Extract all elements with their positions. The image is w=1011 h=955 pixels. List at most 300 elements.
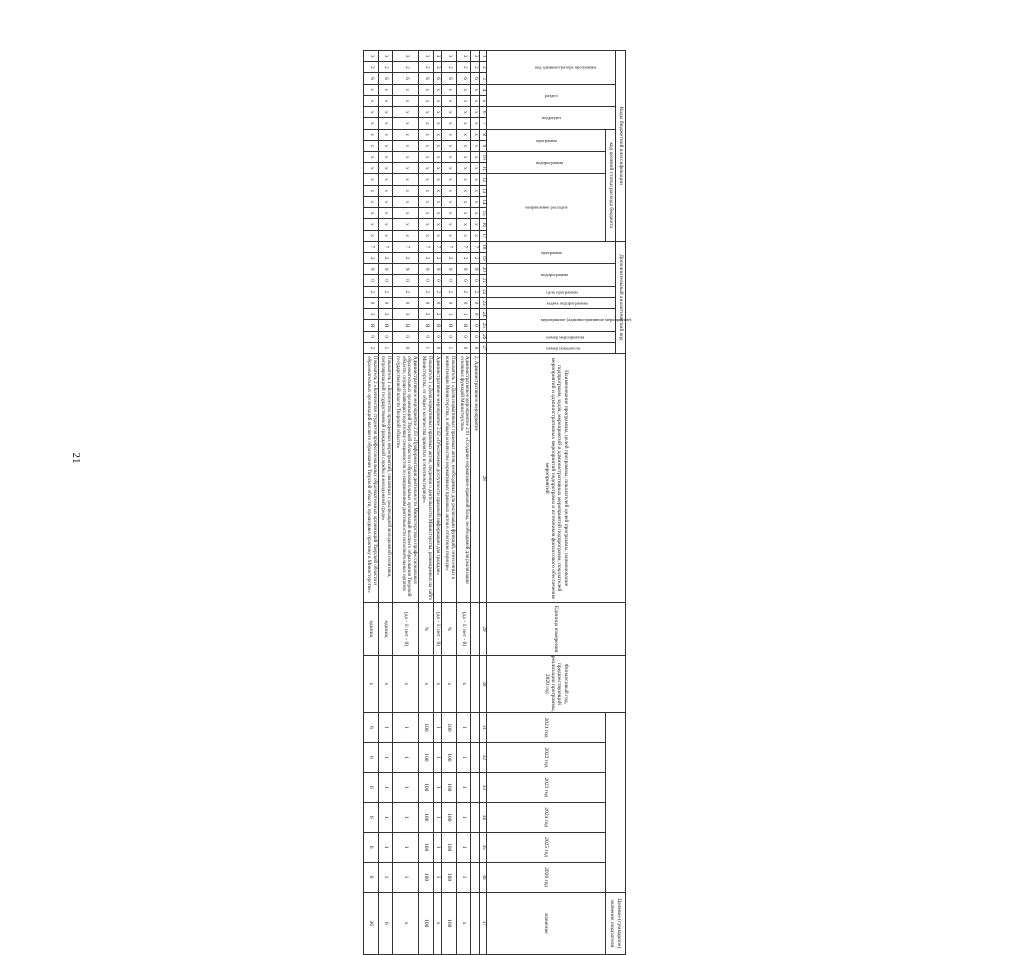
code-cell: х xyxy=(364,129,379,140)
table-row xyxy=(378,51,393,955)
col-number: 9 xyxy=(480,140,487,151)
code-cell: 7 xyxy=(457,241,472,252)
row-name: Показатель 1 «Доля нормативных правовых актов, необходимых для реализации функций, отнесенных к компетенции Министерства, в общем количестве нормативных правовых актов в отчетном периоде» xyxy=(442,353,457,602)
code-cell: 0 xyxy=(364,331,379,342)
code-cell: х xyxy=(457,84,472,95)
code-cell: х xyxy=(433,118,442,129)
value-v2025: 1 xyxy=(393,832,419,862)
code-cell: х xyxy=(419,208,434,219)
code-cell: 9 xyxy=(393,264,419,275)
code-cell: х xyxy=(433,185,442,196)
code-cell: Я xyxy=(364,320,379,331)
col-number: 15 xyxy=(480,208,487,219)
value-v2021: 1 xyxy=(433,713,442,743)
code-cell: 2 xyxy=(433,62,442,73)
code-cell: 0 xyxy=(457,331,472,342)
code-cell: 0 xyxy=(393,342,419,353)
col-number: 22 xyxy=(480,286,487,297)
value-v2025: 100 xyxy=(419,832,434,862)
code-cell: 9 xyxy=(364,264,379,275)
code-cell: х xyxy=(393,84,419,95)
value-v2025: 1 xyxy=(378,832,393,862)
code-cell: х xyxy=(378,208,393,219)
value-unit: % xyxy=(442,603,457,655)
code-cell: 1 xyxy=(419,342,434,353)
code-cell: х xyxy=(393,174,419,185)
value-unit: (да - 1/ нет - 0) xyxy=(457,603,472,655)
code-cell: х xyxy=(393,140,419,151)
code-cell: 7 xyxy=(364,241,379,252)
value-v2022: 1 xyxy=(378,742,393,772)
code-cell: х xyxy=(364,95,379,106)
col-number: 21 xyxy=(480,275,487,286)
code-cell: 0 xyxy=(471,309,480,320)
code-cell: х xyxy=(378,140,393,151)
code-cell: х xyxy=(442,107,457,118)
code-cell: х xyxy=(442,230,457,241)
code-cell: 2 xyxy=(433,286,442,297)
code-cell: х xyxy=(471,219,480,230)
code-cell: 0 xyxy=(433,275,442,286)
code-cell: х xyxy=(471,185,480,196)
table-frame xyxy=(106,50,1011,949)
code-cell: 0 xyxy=(393,275,419,286)
value-target: х xyxy=(433,892,442,954)
program-table xyxy=(363,50,631,955)
code-cell: х xyxy=(419,107,434,118)
col-number: 3 xyxy=(480,73,487,84)
code-cell: 0 xyxy=(457,297,472,308)
col-number: 18 xyxy=(480,241,487,252)
code-cell: 3 xyxy=(378,309,393,320)
table-row xyxy=(457,51,472,955)
code-cell: 2 xyxy=(471,252,480,263)
value-v2024: 1 xyxy=(457,802,472,832)
value-target: 6 xyxy=(378,892,393,954)
code-cell: 2 xyxy=(442,62,457,73)
code-cell: х xyxy=(442,208,457,219)
value-v2024 xyxy=(471,802,480,832)
value-v2023: 100 xyxy=(442,772,457,802)
code-cell: 2 xyxy=(364,342,379,353)
program-header: программа xyxy=(487,129,606,151)
code-cell: х xyxy=(433,163,442,174)
value-v2023: 100 xyxy=(419,772,434,802)
col-number: 26 xyxy=(480,331,487,342)
code-cell: 7 xyxy=(442,241,457,252)
value-v2025: 100 xyxy=(442,832,457,862)
code-cell: х xyxy=(393,219,419,230)
value-v2025: 6 xyxy=(364,832,379,862)
code-cell: 0 xyxy=(442,275,457,286)
code-cell: 2 xyxy=(419,252,434,263)
code-cell: 9 xyxy=(433,264,442,275)
years-group-header xyxy=(606,713,626,893)
code-cell: х xyxy=(442,196,457,207)
value-v2024: 6 xyxy=(364,802,379,832)
code-cell: 1 xyxy=(378,342,393,353)
value-v2026: 1 xyxy=(393,862,419,892)
code-cell: х xyxy=(393,107,419,118)
code-cell: х xyxy=(457,95,472,106)
value-base: х xyxy=(393,655,419,712)
code-cell: х xyxy=(393,185,419,196)
code-cell: х xyxy=(378,163,393,174)
code-cell: х xyxy=(364,208,379,219)
col-number: 1 xyxy=(480,51,487,62)
code-cell: 9 xyxy=(442,264,457,275)
code-cell: 9 xyxy=(457,264,472,275)
code-cell: х xyxy=(364,151,379,162)
code-cell: 3 xyxy=(457,51,472,62)
code-cell: х xyxy=(471,196,480,207)
code-cell: х xyxy=(457,219,472,230)
table-row xyxy=(364,51,379,955)
code-cell: 2 xyxy=(364,252,379,263)
code-cell: 2 xyxy=(442,286,457,297)
column-number-row xyxy=(480,51,487,955)
fin-year-header: Финансовый год, предшествующий реализации программы, 2020 год xyxy=(487,655,626,712)
col-number: 32 xyxy=(480,742,487,772)
value-v2026: 100 xyxy=(442,862,457,892)
admin-code-header: код администратора программы xyxy=(487,51,616,85)
value-base: х xyxy=(442,655,457,712)
code-cell: Я xyxy=(393,320,419,331)
value-v2024: 1 xyxy=(393,802,419,832)
code-cell: 2 xyxy=(433,309,442,320)
table-row xyxy=(433,51,442,955)
col-number: 36 xyxy=(480,862,487,892)
code-cell: х xyxy=(457,208,472,219)
value-target xyxy=(471,892,480,954)
code-cell: х xyxy=(433,151,442,162)
code-cell: х xyxy=(419,84,434,95)
code-cell: 7 xyxy=(419,241,434,252)
col-number: 14 xyxy=(480,196,487,207)
code-cell: 6 xyxy=(442,73,457,84)
code-cell: 2 xyxy=(419,62,434,73)
value-v2024: 100 xyxy=(419,802,434,832)
value-v2022: 6 xyxy=(364,742,379,772)
code-cell: х xyxy=(433,219,442,230)
code-cell: х xyxy=(471,151,480,162)
subsection-header: подраздел xyxy=(487,107,616,129)
row-name: Административное мероприятие 2.02 «Обеспечение доступности правовой информации для граждан» xyxy=(433,353,442,602)
code-cell: 3 xyxy=(378,51,393,62)
value-v2022: 100 xyxy=(419,742,434,772)
table-row xyxy=(471,51,480,955)
code-cell: х xyxy=(364,196,379,207)
code-cell: х xyxy=(433,95,442,106)
value-unit xyxy=(471,603,480,655)
value-v2022: 1 xyxy=(393,742,419,772)
task-subprogram-header: задача подпрограммы xyxy=(487,297,616,308)
code-cell: х xyxy=(433,208,442,219)
code-cell: х xyxy=(433,196,442,207)
col-number: 10 xyxy=(480,151,487,162)
code-cell: х xyxy=(419,140,434,151)
value-target: 100 xyxy=(442,892,457,954)
value-v2026 xyxy=(471,862,480,892)
code-cell: 2 xyxy=(433,252,442,263)
code-cell: 9 xyxy=(378,264,393,275)
code-cell: 6 xyxy=(457,73,472,84)
code-cell: 2 xyxy=(378,286,393,297)
year-header-2021: 2021 год xyxy=(487,713,606,743)
value-unit: единиц xyxy=(364,603,379,655)
code-cell: х xyxy=(364,174,379,185)
section-code-header: код целевой статьи расхода бюджета xyxy=(606,129,616,241)
program-sub-header: программа xyxy=(487,241,616,263)
value-base xyxy=(471,655,480,712)
code-cell: х xyxy=(378,95,393,106)
code-cell: х xyxy=(457,174,472,185)
value-target: х xyxy=(393,892,419,954)
col-number: 7 xyxy=(480,118,487,129)
code-cell: х xyxy=(442,174,457,185)
col-number: 33 xyxy=(480,772,487,802)
code-cell: х xyxy=(378,129,393,140)
code-cell: х xyxy=(471,118,480,129)
code-cell: х xyxy=(364,230,379,241)
code-cell: х xyxy=(378,185,393,196)
code-cell: 2 xyxy=(457,286,472,297)
code-cell: х xyxy=(433,129,442,140)
col-number: 37 xyxy=(480,892,487,954)
page-number: 21 xyxy=(70,452,82,464)
code-cell: х xyxy=(457,196,472,207)
col-number: 12 xyxy=(480,174,487,185)
code-cell: х xyxy=(442,163,457,174)
value-target: х xyxy=(457,892,472,954)
row-name: Административное мероприятие 2.01 «Создание нормативно-правовой базы, необходимой для реализации основных функций Министерства» xyxy=(457,353,472,602)
code-cell: 1 xyxy=(442,309,457,320)
code-cell: х xyxy=(457,107,472,118)
target-header: Целевое (суммарное) значение показателя xyxy=(606,892,626,954)
value-v2024: 1 xyxy=(378,802,393,832)
value-v2021: 1 xyxy=(378,713,393,743)
code-cell: 6 xyxy=(419,73,434,84)
additional-group-header: Дополнительный аналитический код xyxy=(616,241,626,353)
value-unit: единиц xyxy=(378,603,393,655)
code-cell: 7 xyxy=(393,241,419,252)
value-target: 36 xyxy=(364,892,379,954)
value-v2026: 1 xyxy=(378,862,393,892)
code-cell: х xyxy=(442,140,457,151)
code-cell: 6 xyxy=(393,73,419,84)
value-v2023: 1 xyxy=(393,772,419,802)
col-number: 5 xyxy=(480,95,487,106)
code-cell: х xyxy=(457,163,472,174)
code-cell: 6 xyxy=(433,73,442,84)
value-v2021 xyxy=(471,713,480,743)
code-cell: Я xyxy=(457,320,472,331)
code-cell: 2 xyxy=(419,286,434,297)
table-row xyxy=(419,51,434,955)
row-name: Показатель 1 «Количество проведенных мероприятий, связанных с реализацией молодежной политики, популяризацией государственной гражданской службы в молодежной среде» xyxy=(378,353,393,602)
value-v2022 xyxy=(471,742,480,772)
col-number: 29 xyxy=(480,603,487,655)
code-cell: 3 xyxy=(393,309,419,320)
code-cell: 0 xyxy=(433,297,442,308)
code-cell: х xyxy=(378,196,393,207)
code-cell: 3 xyxy=(419,51,434,62)
code-cell: 2 xyxy=(364,286,379,297)
code-cell: х xyxy=(442,129,457,140)
code-cell: х xyxy=(393,196,419,207)
code-cell: х xyxy=(471,129,480,140)
direction-header: направление расходов xyxy=(487,174,606,241)
indicator-num-header: номер показателя xyxy=(487,342,616,353)
code-cell: 2 xyxy=(457,252,472,263)
code-cell: х xyxy=(419,151,434,162)
section-header: раздел xyxy=(487,84,616,106)
code-cell: х xyxy=(471,208,480,219)
code-cell: х xyxy=(433,140,442,151)
year-header-2026: 2026 год xyxy=(487,862,606,892)
code-cell: 9 xyxy=(471,264,480,275)
year-header-2022: 2022 год xyxy=(487,742,606,772)
code-cell: 2 xyxy=(378,252,393,263)
name-header: Наименование программы, целей программы, показателей целей программы, наименование подпрограмм, задач, мероприятий и административных мероприятий подпрограмм, показателей мероприятий и административных мероприятий подпрограмм и источников финансового обеспечения мероприятий xyxy=(487,353,626,602)
code-cell: х xyxy=(433,84,442,95)
value-v2026: 6 xyxy=(364,862,379,892)
code-cell: х xyxy=(419,196,434,207)
code-cell: х xyxy=(433,107,442,118)
code-cell: х xyxy=(393,163,419,174)
year-header-2023: 2023 год xyxy=(487,772,606,802)
code-cell: 0 xyxy=(471,275,480,286)
value-v2026: 1 xyxy=(433,862,442,892)
value-base: х xyxy=(378,655,393,712)
code-cell: 7 xyxy=(471,241,480,252)
code-cell: х xyxy=(419,163,434,174)
col-number: 4 xyxy=(480,84,487,95)
value-v2024: 1 xyxy=(433,802,442,832)
value-base: х xyxy=(419,655,434,712)
code-cell: х xyxy=(442,95,457,106)
table-row xyxy=(442,51,457,955)
code-cell: 3 xyxy=(364,309,379,320)
value-v2022: 100 xyxy=(442,742,457,772)
code-cell: 3 xyxy=(364,51,379,62)
code-cell: х xyxy=(471,107,480,118)
code-cell: х xyxy=(364,219,379,230)
col-number: 8 xyxy=(480,129,487,140)
value-v2021: 1 xyxy=(393,713,419,743)
codes-group-header: Коды бюджетной классификации xyxy=(616,51,626,242)
code-cell: х xyxy=(378,230,393,241)
code-cell: 7 xyxy=(433,241,442,252)
value-v2026: 100 xyxy=(419,862,434,892)
col-number: 17 xyxy=(480,230,487,241)
code-cell: 0 xyxy=(419,297,434,308)
code-cell: х xyxy=(378,84,393,95)
code-cell: х xyxy=(442,219,457,230)
code-cell: 9 xyxy=(419,264,434,275)
col-number: 16 xyxy=(480,219,487,230)
code-cell: 0 xyxy=(378,275,393,286)
code-cell: х xyxy=(364,118,379,129)
col-number: 24 xyxy=(480,309,487,320)
code-cell: х xyxy=(393,118,419,129)
target-value-header: значение xyxy=(487,892,606,954)
value-base: х xyxy=(433,655,442,712)
code-cell: х xyxy=(457,118,472,129)
code-cell: х xyxy=(378,107,393,118)
code-cell: х xyxy=(419,230,434,241)
code-cell: 0 xyxy=(442,297,457,308)
code-cell: 6 xyxy=(364,73,379,84)
col-number: 13 xyxy=(480,185,487,196)
row-name: Административное мероприятие 2.03 «Профориентация деятельности Министерства и профессиональных образовательных организаций Тверской области и образовательных организаций высшего образования Тверской области, осуществляющих подготовку специалистов по направлениям деятельности исполнительных органов государственной власти Тверской области» xyxy=(393,353,419,602)
code-cell: х xyxy=(419,118,434,129)
code-cell: х xyxy=(378,219,393,230)
code-cell: х xyxy=(471,174,480,185)
col-number: 34 xyxy=(480,802,487,832)
value-base: х xyxy=(457,655,472,712)
col-number: 19 xyxy=(480,252,487,263)
value-v2023: 1 xyxy=(433,772,442,802)
value-v2021: 100 xyxy=(419,713,434,743)
code-cell: х xyxy=(364,163,379,174)
code-cell: 0 xyxy=(393,297,419,308)
code-cell: 0 xyxy=(471,297,480,308)
code-cell: Я xyxy=(433,320,442,331)
code-cell: 6 xyxy=(471,73,480,84)
task-program-header: цель программы xyxy=(487,286,616,297)
code-cell: х xyxy=(419,129,434,140)
code-cell: 2 xyxy=(378,62,393,73)
code-cell: х xyxy=(471,84,480,95)
value-base: х xyxy=(364,655,379,712)
col-number: 2 xyxy=(480,62,487,73)
code-cell: 0 xyxy=(364,297,379,308)
code-cell: х xyxy=(364,84,379,95)
unit-header: Единица измерения xyxy=(487,603,626,655)
value-v2025: 1 xyxy=(433,832,442,862)
code-cell: Я xyxy=(419,320,434,331)
code-cell: х xyxy=(442,84,457,95)
value-target: 100 xyxy=(419,892,434,954)
col-number: 20 xyxy=(480,264,487,275)
code-cell: х xyxy=(457,185,472,196)
code-cell: х xyxy=(364,107,379,118)
row-name: Показатель 1 «Доля нормативных правовых актов, сведения о деятельности Министерства, размещенных на сайте Министерства, от общего количества принятых в отчетном периоде» xyxy=(419,353,434,602)
activity-header: мероприятие (административное мероприятие) xyxy=(487,309,616,331)
value-v2024: 100 xyxy=(442,802,457,832)
activity-num-header: номер мероприятия xyxy=(487,331,616,342)
code-cell: 0 xyxy=(457,342,472,353)
code-cell: х xyxy=(471,95,480,106)
year-header-2024: 2024 год xyxy=(487,802,606,832)
code-cell: 2 xyxy=(364,62,379,73)
col-number: 35 xyxy=(480,832,487,862)
code-cell: х xyxy=(364,185,379,196)
code-cell: 0 xyxy=(433,331,442,342)
value-v2022: 1 xyxy=(433,742,442,772)
code-cell: х xyxy=(442,151,457,162)
col-number: 11 xyxy=(480,163,487,174)
year-header-2025: 2025 год xyxy=(487,832,606,862)
code-cell: х xyxy=(433,174,442,185)
code-cell: 3 xyxy=(471,51,480,62)
code-cell: х xyxy=(419,95,434,106)
code-cell: 2 xyxy=(471,62,480,73)
code-cell: х xyxy=(378,118,393,129)
value-v2022: 1 xyxy=(457,742,472,772)
code-cell: х xyxy=(393,208,419,219)
